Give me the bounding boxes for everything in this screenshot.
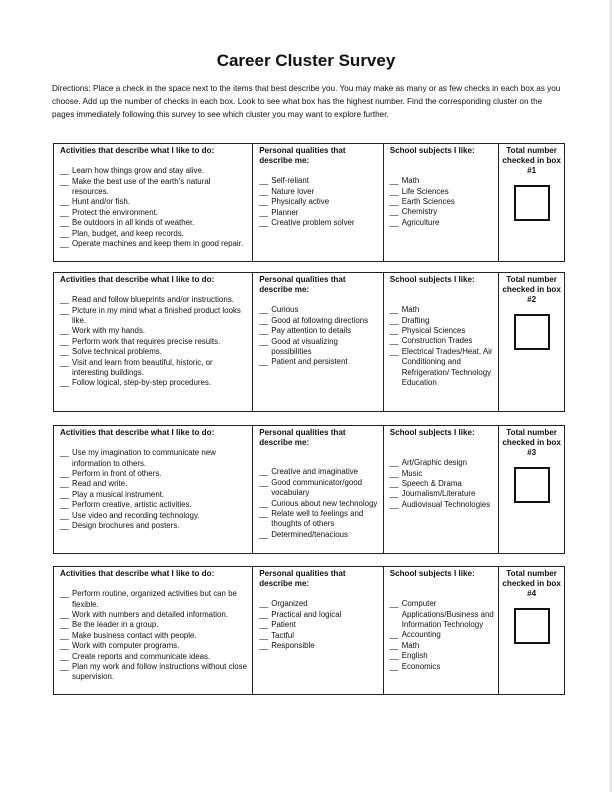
activity-label: Perform routine, organized activities but can be flexible.	[72, 589, 237, 609]
quality-item[interactable]	[259, 599, 379, 609]
quality-label: Good at following directions	[271, 315, 369, 325]
subject-item[interactable]	[390, 197, 495, 207]
activity-item[interactable]	[60, 469, 248, 479]
quality-item[interactable]	[259, 218, 379, 228]
activity-item[interactable]	[60, 620, 248, 630]
subject-label: Agriculture	[401, 217, 440, 227]
quality-label: Curious about new technology	[271, 498, 378, 508]
subjects-column	[384, 567, 500, 694]
total-label: Total number checked in box #1	[502, 146, 561, 176]
activity-item[interactable]	[60, 589, 248, 610]
activity-item[interactable]	[60, 326, 248, 336]
activity-item[interactable]	[60, 229, 248, 239]
subject-item[interactable]	[390, 479, 495, 489]
check-blank[interactable]: __	[60, 479, 69, 489]
quality-label: Patient and persistent	[271, 357, 348, 367]
activity-item[interactable]	[60, 479, 248, 489]
check-blank[interactable]: __	[389, 630, 399, 640]
check-blank[interactable]: __	[389, 599, 399, 609]
check-blank[interactable]: __	[259, 620, 268, 630]
activity-label: Follow logical, step-by-step procedures.	[72, 378, 212, 388]
qualities-header: Personal qualities that describe me:	[259, 275, 346, 295]
check-blank[interactable]: __	[60, 239, 69, 249]
check-blank[interactable]: __	[389, 458, 399, 468]
check-blank[interactable]: __	[389, 217, 399, 227]
quality-label: Relate well to feelings and thoughts of others	[271, 509, 364, 529]
subject-item[interactable]	[390, 218, 495, 228]
subject-label: Construction Trades	[401, 336, 473, 346]
check-blank[interactable]: __	[259, 509, 268, 519]
total-column	[499, 273, 564, 411]
subject-item[interactable]	[390, 500, 495, 510]
activity-item[interactable]	[60, 448, 248, 469]
quality-item[interactable]	[259, 467, 379, 477]
activities-header: Activities that describe what I like to do:	[60, 275, 215, 284]
subject-label: English	[401, 651, 428, 661]
subjects-column	[384, 273, 500, 411]
activity-label: Be the leader in a group.	[72, 620, 159, 630]
total-tally-box[interactable]	[514, 314, 550, 350]
subject-label: Computer Applications/Business and Information Technology	[401, 599, 494, 630]
check-blank[interactable]: __	[60, 176, 69, 186]
quality-label: Practical and logical	[271, 609, 342, 619]
check-blank[interactable]: __	[259, 529, 268, 539]
activity-label: Perform work that requires precise results.	[72, 336, 221, 346]
check-blank[interactable]: __	[259, 207, 268, 217]
check-blank[interactable]: __	[60, 166, 69, 176]
activity-item[interactable]	[60, 511, 248, 521]
quality-item[interactable]	[259, 499, 379, 509]
activities-column	[54, 273, 253, 411]
subject-label: Math	[401, 640, 420, 650]
subject-item[interactable]	[390, 207, 495, 217]
qualities-header: Personal qualities that describe me:	[259, 569, 346, 589]
qualities-column	[253, 567, 384, 694]
subject-item[interactable]	[390, 336, 495, 346]
activity-item[interactable]	[60, 500, 248, 510]
quality-item[interactable]	[259, 620, 379, 630]
activity-label: Perform creative, artistic activities.	[72, 500, 192, 510]
total-label: Total number checked in box #4	[502, 569, 561, 599]
check-blank[interactable]: __	[60, 641, 69, 651]
check-blank[interactable]: __	[60, 378, 69, 388]
activity-label: Make business contact with people.	[72, 630, 197, 640]
activity-label: Work with numbers and detailed information.	[72, 610, 228, 620]
subjects-header: School subjects I like:	[389, 428, 475, 437]
activity-label: Protect the environment.	[72, 207, 158, 217]
activity-label: Create reports and communicate ideas.	[72, 651, 211, 661]
quality-item[interactable]	[259, 187, 379, 197]
activity-label: Hunt and/or fish.	[72, 197, 130, 207]
activity-item[interactable]	[60, 631, 248, 641]
quality-item[interactable]	[259, 530, 379, 540]
check-blank[interactable]: __	[389, 315, 399, 325]
subject-item[interactable]	[390, 347, 495, 389]
check-blank[interactable]: __	[259, 326, 268, 336]
quality-item[interactable]	[259, 610, 379, 620]
check-blank[interactable]: __	[60, 489, 69, 499]
check-blank[interactable]: __	[389, 346, 399, 356]
total-column	[499, 567, 564, 694]
activity-item[interactable]	[60, 641, 248, 651]
activity-label: Read and follow blueprints and/or instructions.	[72, 295, 234, 305]
activities-column	[54, 567, 253, 694]
activity-label: Plan my work and follow instructions without close supervision.	[72, 662, 247, 682]
check-blank[interactable]: __	[60, 347, 69, 357]
check-blank[interactable]: __	[60, 630, 69, 640]
activities-column	[54, 144, 253, 261]
check-blank[interactable]: __	[60, 469, 69, 479]
subject-label: Physical Sciences	[401, 326, 466, 336]
cluster-box-3	[53, 425, 565, 554]
activity-label: Picture in my mind what a finished product looks like.	[72, 305, 241, 326]
activity-item[interactable]	[60, 208, 248, 218]
check-blank[interactable]: __	[259, 477, 268, 487]
check-blank[interactable]: __	[259, 218, 268, 228]
check-blank[interactable]: __	[389, 207, 399, 217]
qualities-column	[253, 426, 384, 553]
check-blank[interactable]: __	[389, 499, 399, 509]
activity-label: Solve technical problems.	[72, 347, 162, 357]
activity-label: Work with computer programs.	[72, 641, 180, 651]
activity-item[interactable]	[60, 306, 248, 327]
activity-label: Plan, budget, and keep records.	[72, 228, 184, 238]
check-blank[interactable]: __	[60, 662, 69, 672]
quality-label: Determined/tenacious	[271, 529, 348, 539]
activity-item[interactable]	[60, 662, 248, 683]
cluster-box-4	[53, 566, 565, 695]
check-blank[interactable]: __	[259, 315, 268, 325]
subject-label: Economics	[401, 661, 441, 671]
subject-item[interactable]	[390, 305, 495, 315]
quality-label: Creative and imaginative	[271, 467, 359, 477]
subject-item[interactable]	[390, 458, 495, 468]
quality-item[interactable]	[259, 305, 379, 315]
check-blank[interactable]: __	[259, 498, 268, 508]
activity-item[interactable]	[60, 197, 248, 207]
check-blank[interactable]: __	[389, 326, 399, 336]
check-blank[interactable]: __	[389, 468, 399, 478]
activity-item[interactable]	[60, 295, 248, 305]
check-blank[interactable]: __	[259, 186, 268, 196]
activity-item[interactable]	[60, 610, 248, 620]
quality-label: Physically active	[271, 197, 330, 207]
subjects-column	[384, 426, 500, 553]
quality-label: Organized	[271, 599, 308, 609]
check-blank[interactable]: __	[60, 521, 69, 531]
subjects-header: School subjects I like:	[389, 275, 475, 284]
activity-label: Read and write.	[72, 479, 128, 489]
check-blank[interactable]: __	[389, 305, 399, 315]
total-tally-box[interactable]	[514, 608, 550, 644]
activity-label: Work with my hands.	[72, 326, 146, 336]
check-blank[interactable]: __	[60, 207, 69, 217]
activity-item[interactable]	[60, 652, 248, 662]
quality-label: Curious	[271, 305, 299, 315]
subject-item[interactable]	[390, 599, 495, 630]
quality-item[interactable]	[259, 176, 379, 186]
subject-label: Journalism/Literature	[401, 489, 476, 499]
activity-label: Learn how things grow and stay alive.	[72, 166, 205, 176]
activity-item[interactable]	[60, 177, 248, 198]
activity-label: Perform in front of others.	[72, 469, 162, 479]
check-blank[interactable]: __	[259, 630, 268, 640]
quality-item[interactable]	[259, 478, 379, 499]
quality-item[interactable]	[259, 641, 379, 651]
subjects-header: School subjects I like:	[389, 146, 475, 155]
check-blank[interactable]: __	[259, 197, 268, 207]
quality-label: Patient	[271, 620, 296, 630]
quality-label: Good at visualizing possibilities	[271, 336, 338, 357]
activities-header: Activities that describe what I like to do:	[60, 569, 215, 578]
check-blank[interactable]: __	[60, 500, 69, 510]
check-blank[interactable]: __	[60, 228, 69, 238]
subject-label: Art/Graphic design	[401, 458, 468, 468]
subject-label: Audiovisual Technologies	[401, 499, 491, 509]
activity-item[interactable]	[60, 166, 248, 176]
check-blank[interactable]: __	[389, 197, 399, 207]
check-blank[interactable]: __	[60, 336, 69, 346]
qualities-header: Personal qualities that describe me:	[259, 428, 346, 448]
subject-item[interactable]	[390, 316, 495, 326]
quality-label: Self-reliant	[271, 176, 309, 186]
subject-item[interactable]	[390, 651, 495, 661]
check-blank[interactable]: __	[60, 357, 69, 367]
subject-item[interactable]	[390, 176, 495, 186]
subjects-column	[384, 144, 500, 261]
quality-item[interactable]	[259, 326, 379, 336]
quality-label: Responsible	[271, 641, 315, 651]
activity-label: Play a musical instrument.	[72, 489, 165, 499]
cluster-box-2	[53, 272, 565, 412]
subject-label: Life Sciences	[401, 186, 449, 196]
subject-item[interactable]	[390, 326, 495, 336]
check-blank[interactable]: __	[60, 326, 69, 336]
check-blank[interactable]: __	[389, 336, 399, 346]
quality-label: Nature lover	[271, 186, 315, 196]
subjects-header: School subjects I like:	[389, 569, 475, 578]
check-blank[interactable]: __	[60, 510, 69, 520]
subject-label: Math	[401, 176, 420, 186]
activity-label: Design brochures and posters.	[72, 521, 180, 531]
check-blank[interactable]: __	[259, 336, 268, 346]
qualities-header: Personal qualities that describe me:	[259, 146, 346, 166]
subject-item[interactable]	[390, 641, 495, 651]
cluster-box-1	[53, 143, 565, 262]
check-blank[interactable]: __	[60, 305, 69, 315]
check-blank[interactable]: __	[259, 467, 268, 477]
total-tally-box[interactable]	[514, 467, 550, 503]
activity-item[interactable]	[60, 358, 248, 379]
check-blank[interactable]: __	[60, 589, 69, 599]
subject-label: Accounting	[401, 630, 441, 640]
activity-label: Operate machines and keep them in good repair.	[72, 239, 244, 249]
check-blank[interactable]: __	[259, 176, 268, 186]
quality-item[interactable]	[259, 357, 379, 367]
activities-header: Activities that describe what I like to do:	[60, 146, 215, 155]
activity-item[interactable]	[60, 239, 248, 249]
quality-item[interactable]	[259, 509, 379, 530]
subject-item[interactable]	[390, 187, 495, 197]
check-blank[interactable]: __	[389, 661, 399, 671]
activity-label: Visit and learn from beautiful, historic, or interesting buildings.	[72, 357, 213, 378]
subject-label: Music	[401, 468, 423, 478]
subject-label: Math	[401, 305, 420, 315]
qualities-column	[253, 144, 384, 261]
subject-item[interactable]	[390, 630, 495, 640]
check-blank[interactable]: __	[60, 610, 69, 620]
activity-item[interactable]	[60, 347, 248, 357]
quality-label: Planner	[271, 207, 299, 217]
check-blank[interactable]: __	[60, 295, 69, 305]
quality-item[interactable]	[259, 208, 379, 218]
total-label: Total number checked in box #2	[502, 275, 561, 305]
subject-label: Earth Sciences	[401, 197, 455, 207]
subject-item[interactable]	[390, 469, 495, 479]
check-blank[interactable]: __	[60, 651, 69, 661]
check-blank[interactable]: __	[389, 479, 399, 489]
quality-label: Pay attention to details	[271, 326, 352, 336]
check-blank[interactable]: __	[259, 357, 268, 367]
page-title: Career Cluster Survey	[216, 51, 396, 70]
quality-item[interactable]	[259, 337, 379, 358]
activity-label: Use my imagination to communicate new information to others.	[72, 448, 216, 468]
check-blank[interactable]: __	[259, 609, 268, 619]
subject-label: Speech & Drama	[401, 479, 462, 489]
activity-item[interactable]	[60, 218, 248, 228]
subject-item[interactable]	[390, 662, 495, 672]
total-label: Total number checked in box #3	[502, 428, 561, 458]
qualities-column	[253, 273, 384, 411]
subject-label: Chemistry	[401, 207, 438, 217]
activity-item[interactable]	[60, 490, 248, 500]
activities-header: Activities that describe what I like to do:	[60, 428, 215, 437]
activity-label: Make the best use of the earth’s natural resources.	[72, 176, 211, 197]
quality-label: Creative problem solver	[271, 218, 355, 228]
quality-item[interactable]	[259, 631, 379, 641]
check-blank[interactable]: __	[60, 620, 69, 630]
activity-item[interactable]	[60, 521, 248, 531]
check-blank[interactable]: __	[389, 640, 399, 650]
quality-label: Good communicator/good vocabulary	[271, 477, 362, 498]
check-blank[interactable]: __	[259, 599, 268, 609]
check-blank[interactable]: __	[389, 186, 399, 196]
total-column	[499, 144, 564, 261]
activity-label: Be outdoors in all kinds of weather.	[72, 218, 195, 228]
check-blank[interactable]: __	[259, 305, 268, 315]
directions-text: Directions: Place a check in the space next to the items that best describe you. You may make as many or as few checks in each box as you choose. Add up the number of checks in each box. Look to see what box has the highest number. Find the corresponding cluster on the pages immediately following this survey to see which cluster you may want to explore further.	[52, 84, 561, 119]
check-blank[interactable]: __	[60, 218, 69, 228]
activity-item[interactable]	[60, 378, 248, 388]
activities-column	[54, 426, 253, 553]
subject-item[interactable]	[390, 489, 495, 499]
activity-item[interactable]	[60, 337, 248, 347]
quality-label: Tactful	[271, 630, 295, 640]
quality-item[interactable]	[259, 197, 379, 207]
check-blank[interactable]: __	[60, 197, 69, 207]
check-blank[interactable]: __	[60, 448, 69, 458]
total-tally-box[interactable]	[514, 185, 550, 221]
activity-label: Use video and recording technology.	[72, 510, 200, 520]
check-blank[interactable]: __	[259, 641, 268, 651]
total-column	[499, 426, 564, 553]
check-blank[interactable]: __	[389, 489, 399, 499]
check-blank[interactable]: __	[389, 176, 399, 186]
subject-label: Drafting	[401, 315, 430, 325]
quality-item[interactable]	[259, 316, 379, 326]
subject-label: Electrical Trades/Heat, Air Conditioning and Refrigeration/ Technology Education	[401, 346, 493, 388]
check-blank[interactable]: __	[389, 651, 399, 661]
